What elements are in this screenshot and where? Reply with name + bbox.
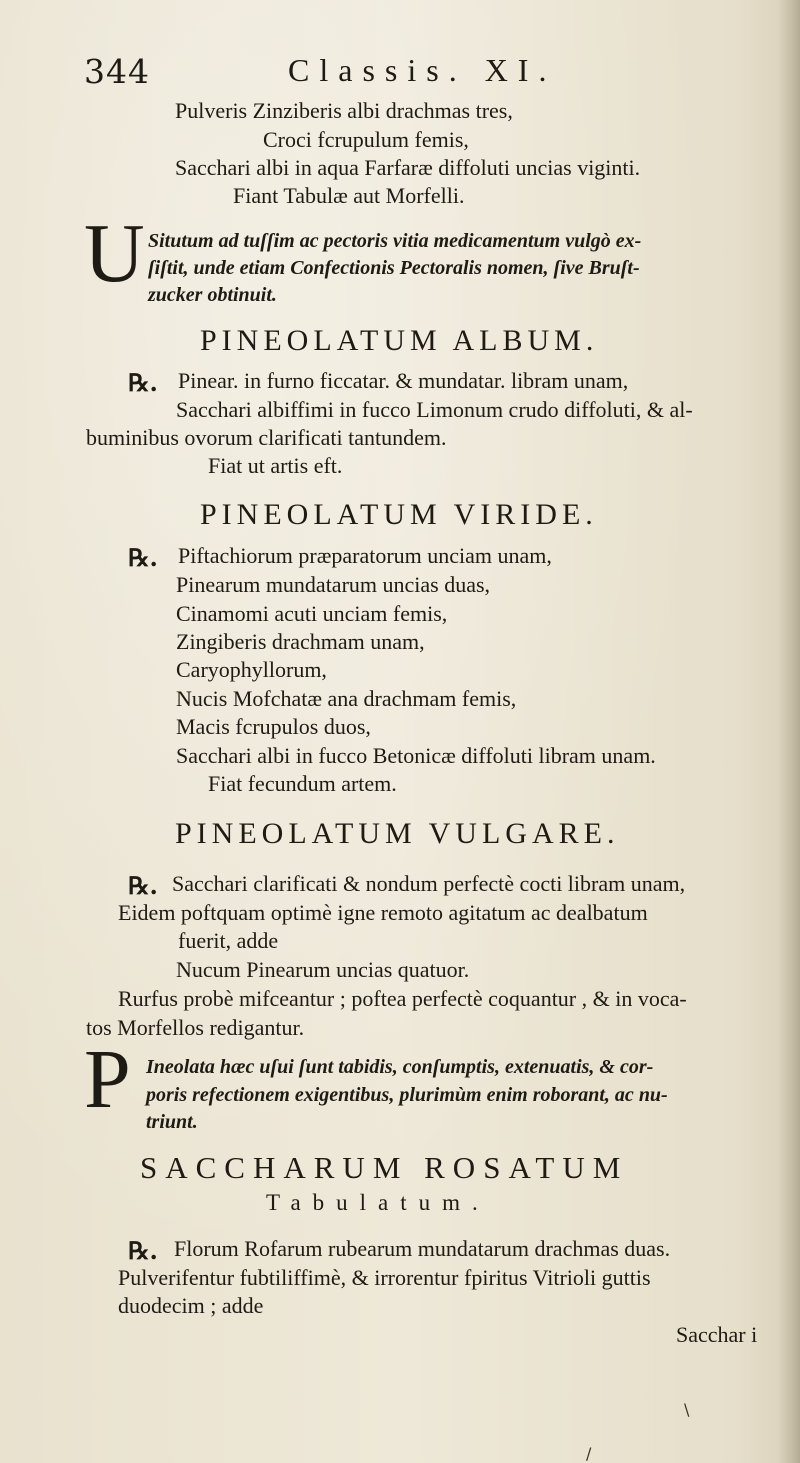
page-header	[0, 52, 800, 102]
running-head: Classis. XI.	[288, 52, 557, 88]
text-line: Caryophyllorum,	[176, 657, 327, 682]
recipe-symbol: ℞.	[128, 1236, 158, 1265]
text-line: Florum Rofarum rubearum mundatarum drachmas duas.	[174, 1236, 671, 1261]
text-line: Croci fcrupulum femis,	[263, 127, 469, 152]
recipe-symbol: ℞.	[128, 368, 158, 397]
italic-note-line: poris refectionem exigentibus, plurimùm enim roborant, ac nu-	[146, 1084, 668, 1106]
text-line: Nucum Pinearum uncias quatuor.	[176, 957, 470, 982]
text-line: Sacchari albi in fucco Betonicæ diffoluti libram unam.	[176, 743, 656, 768]
text-line: Pulveris Zinziberis albi drachmas tres,	[175, 98, 513, 123]
recipe-symbol: ℞.	[128, 871, 158, 900]
text-line: Fiat fecundum artem.	[208, 771, 397, 796]
text-line: Piftachiorum præparatorum unciam unam,	[178, 543, 552, 568]
italic-note-line: Situtum ad tuſſim ac pectoris vitia medicamentum vulgò ex-	[148, 230, 642, 252]
text-line: Sacchari albiffimi in fucco Limonum crudo diffoluti, & al-	[176, 397, 693, 422]
text-line: Cinamomi acuti unciam femis,	[176, 601, 448, 626]
text-line: buminibus ovorum clarificati tantundem.	[86, 425, 447, 450]
text-line: Pinear. in furno ficcatar. & mundatar. libram unam,	[178, 368, 629, 393]
text-line: duodecim ; adde	[118, 1293, 264, 1318]
italic-note-line: triunt.	[146, 1111, 198, 1133]
ink-mark: \	[684, 1400, 690, 1419]
page-edge-shadow	[778, 0, 800, 1463]
text-line: Fiant Tabulæ aut Morfelli.	[233, 183, 465, 208]
section-title: SACCHARUM ROSATUM	[140, 1150, 629, 1185]
page-number: 344	[84, 52, 150, 91]
section-title: PINEOLATUM VULGARE.	[175, 817, 620, 850]
section-title: PINEOLATUM VIRIDE.	[200, 498, 598, 531]
text-line: Sacchari albi in aqua Farfaræ diffoluti uncias viginti.	[175, 155, 641, 180]
section-subtitle: Tabulatum.	[266, 1190, 490, 1215]
text-line: fuerit, adde	[178, 928, 279, 953]
drop-capital: U	[84, 207, 145, 300]
italic-note-line: zucker obtinuit.	[148, 284, 277, 306]
catchword: Sacchar i	[676, 1322, 758, 1347]
text-line: Sacchari clarificati & nondum perfectè cocti libram unam,	[172, 871, 686, 896]
section-title: PINEOLATUM ALBUM.	[200, 324, 599, 357]
text-line: Nucis Mofchatæ ana drachmam femis,	[176, 686, 517, 711]
text-line: Pinearum mundatarum uncias duas,	[176, 572, 491, 597]
italic-note-line: ſiſtit, unde etiam Confectionis Pectoralis nomen, ſive Bruſt-	[148, 257, 640, 279]
text-line: Zingiberis drachmam unam,	[176, 629, 425, 654]
italic-note-line: Ineolata hæc uſui ſunt tabidis, conſumptis, extenuatis, & cor-	[146, 1056, 654, 1078]
recipe-symbol: ℞.	[128, 543, 158, 572]
text-line: Eidem poftquam optimè igne remoto agitatum ac dealbatum	[118, 900, 648, 925]
text-line: Macis fcrupulos duos,	[176, 714, 371, 739]
text-line: Fiat ut artis eft.	[208, 453, 343, 478]
text-line: tos Morfellos redigantur.	[86, 1015, 305, 1040]
ink-mark: /	[586, 1444, 592, 1463]
drop-capital: P	[84, 1033, 131, 1126]
text-line: Rurfus probè mifceantur ; poftea perfectè coquantur , & in voca-	[118, 986, 687, 1011]
text-line: Pulverifentur fubtiliffimè, & irrorentur fpiritus Vitrioli guttis	[118, 1265, 651, 1290]
